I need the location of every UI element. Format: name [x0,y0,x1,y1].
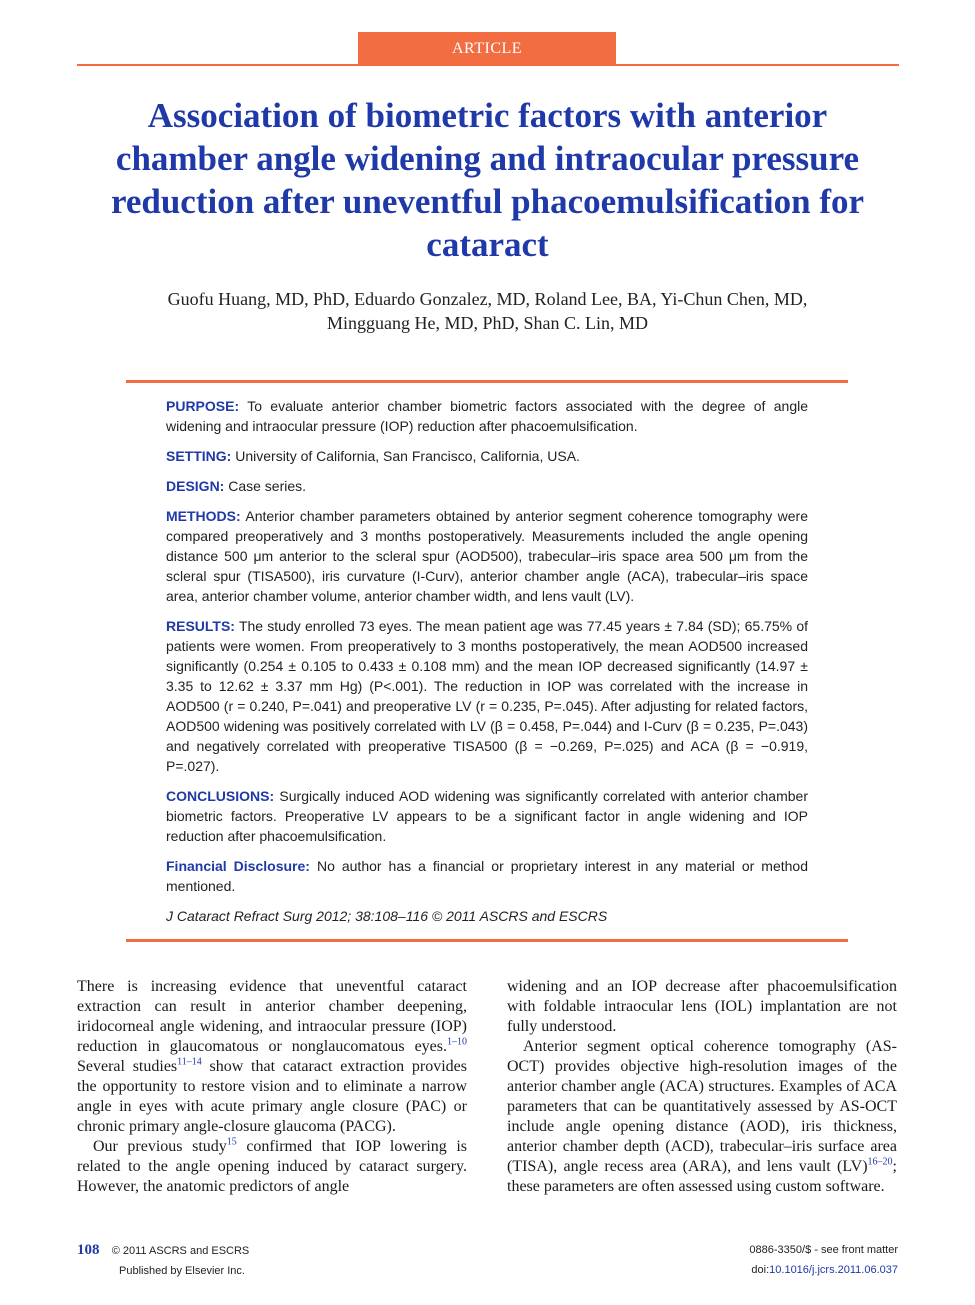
abstract [166,396,808,936]
publisher-text: Published by Elsevier Inc. [119,1265,245,1277]
article-type-badge: ARTICLE [358,32,616,65]
doi-link[interactable]: 10.1016/j.jcrs.2011.06.037 [769,1264,898,1276]
reference-link[interactable]: 1–10 [447,1036,467,1048]
body-text: ; these parameters are often assessed using custom software. [507,1158,897,1195]
doi-line [749,1260,898,1280]
purpose-text: To evaluate anterior chamber biometric factors associated with the degree of angle widening and intraocular pressure (IOP) reduction after phacoemulsification. [166,398,809,434]
body-text: confirmed that IOP lowering is related to the angle opening induced by cataract surgery. However, the anatomic predictors of angle [77,1138,467,1195]
author-line-1: Guofu Huang, MD, PhD, Eduardo Gonzalez, MD, Roland Lee, BA, Yi-Chun Chen, MD, [167,289,808,309]
results-text: The study enrolled 73 eyes. The mean patient age was 77.45 years ± 7.84 (SD); 65.75% of patients were women. From preoperatively to 3 months postoperatively, the mean AOD500 increased significantly (0.254 ± 0.105 to 0.433 ± 0.108 mm) and the mean IOP decreased significantly (14.97 ± 3.35 to 12.62 ± 3.37 mm Hg) (P<.001). The reduction in IOP was correlated with the increase in AOD500 (r = 0.240, P=.041) and preoperative LV (r = 0.235, P=.045). After adjusting for related factors, AOD500 widening was positively correlated with LV (β = 0.458, P=.044) and I-Curv (β = 0.235, P=.043) and negatively correlated with preoperative TISA500 (β = −0.269, P=.025) and ACA (β = −0.919, P=.027). [166,618,808,774]
footer-copyright-line [77,1240,249,1261]
abstract-methods [166,506,808,606]
header-rule [77,64,899,66]
conclusions-label: CONCLUSIONS: [166,788,275,804]
author-list [80,287,895,335]
footer-left [77,1240,249,1281]
body-column-left [77,977,467,1197]
reference-link[interactable]: 11–14 [177,1056,202,1068]
author-line-2: Mingguang He, MD, PhD, Shan C. Lin, MD [326,313,648,333]
design-text: Case series. [228,478,307,494]
results-label: RESULTS: [166,618,235,634]
body-paragraph: widening and an IOP decrease after phacoemulsification with foldable intraocular lens (IOL) implantation are not fully understood. [507,978,897,1035]
setting-text: University of California, San Francisco, California, USA. [235,448,580,464]
conclusions-text: Surgically induced AOD widening was significantly correlated with anterior chamber biometric factors. Preoperative LV appears to be a significant factor in angle widening and IOP reduction after phacoemulsification. [166,788,808,844]
setting-label: SETTING: [166,448,232,464]
body-text: Our previous study [93,1138,227,1155]
reference-link[interactable]: 15 [226,1136,237,1148]
abstract-conclusions [166,786,808,846]
reference-link[interactable]: 16–20 [867,1156,893,1168]
body-text: Several studies [77,1058,178,1075]
footer-right [749,1240,898,1280]
abstract-setting [166,446,808,466]
abstract-design [166,476,808,496]
methods-label: METHODS: [166,508,241,524]
body-paragraph [77,1137,467,1197]
body-text: There is increasing evidence that uneventful cataract extraction can result in anterior chamber deepening, iridocorneal angle widening, and intraocular pressure (IOP) reduction in glaucomatous or nonglaucomatous eyes. [77,978,467,1055]
purpose-label: PURPOSE: [166,398,240,414]
body-text: show that cataract extraction provides the opportunity to restore vision and to eliminate a narrow angle in eyes with acute primary angle closure (PAC) or chronic primary angle-closure glaucoma (PACG). [77,1058,467,1135]
article-title: Association of biometric factors with anterior chamber angle widening and intraocular pressure reduction after uneventful phacoemulsification for cataract [110,96,865,264]
abstract-results [166,616,808,776]
page-number: 108 [77,1242,100,1258]
body-paragraph [77,977,467,1137]
abstract-bottom-rule [126,939,848,942]
copyright-text: © 2011 ASCRS and ESCRS [111,1245,250,1257]
disclosure-label: Financial Disclosure: [166,858,310,874]
abstract-purpose [166,396,808,436]
design-label: DESIGN: [166,478,225,494]
journal-citation: J Cataract Refract Surg 2012; 38:108–116 © 2011 ASCRS and ESCRS [166,908,608,924]
methods-text: Anterior chamber parameters obtained by anterior segment coherence tomography were compared preoperatively and 3 months postoperatively. Measurements included the angle opening distance 500 μm anterior to the scleral spur (AOD500), trabecular–iris space area 500 μm from the scleral spur (TISA500), iris curvature (I-Curv), anterior chamber angle (ACA), trabecular–iris space area, anterior chamber volume, anterior chamber width, and lens vault (LV). [166,508,809,604]
body-column-right [507,977,897,1197]
abstract-disclosure [166,856,808,896]
abstract-top-rule [126,380,848,383]
body-text: Anterior segment optical coherence tomography (AS-OCT) provides objective high-resolution images of the anterior chamber angle (ACA) structures. Examples of ACA parameters that can be quantitatively assessed by AS-OCT include angle opening distance (AOD), iris thickness, anterior chamber depth (ACD), trabecular–iris surface area (TISA), angle recess area (ARA), and lens vault (LV) [507,1038,897,1175]
doi-prefix: doi: [751,1264,770,1276]
issn-text: 0886-3350/$ - see front matter [749,1244,898,1256]
disclosure-text: No author has a financial or proprietary interest in any material or method mentioned. [166,858,808,894]
body-paragraph [507,1037,897,1197]
